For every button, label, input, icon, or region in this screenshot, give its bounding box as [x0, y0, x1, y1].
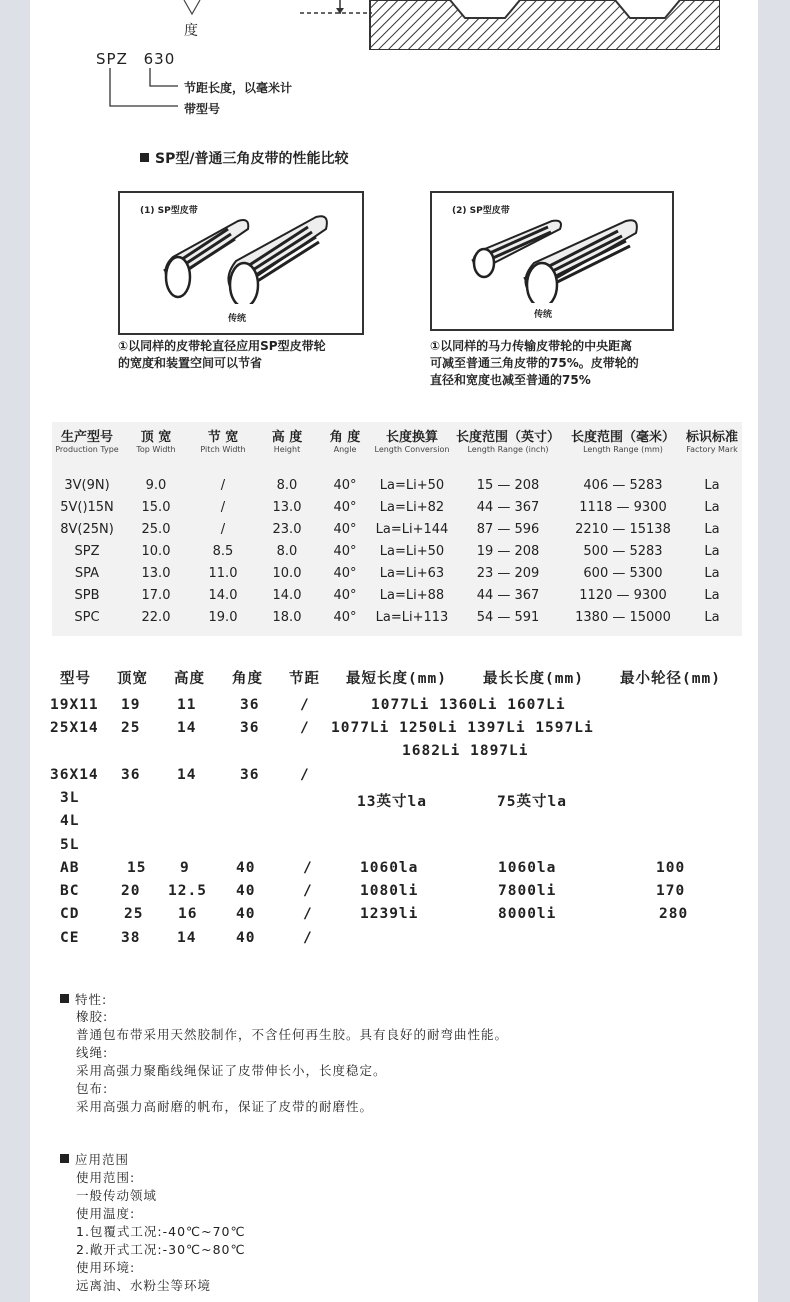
th-length-range-mm: 长度范围（毫米） Length Range (mm): [570, 430, 675, 454]
t2-cell: 19X11: [50, 697, 99, 713]
features-line: 包布:: [76, 1081, 109, 1096]
t2-cell: 36: [240, 697, 260, 713]
t2-th-height: 高度: [174, 671, 205, 687]
t2-cell: 16: [178, 906, 198, 922]
application-line: 1.包覆式工况:-40℃~70℃: [76, 1224, 246, 1239]
t2-cell: 38: [121, 930, 141, 946]
th-length-conversion: 长度换算 Length Conversion: [374, 430, 450, 454]
t2-cell: CD: [60, 906, 80, 922]
t2-cell: 9: [180, 860, 190, 876]
panel2-caption: 传统: [534, 310, 553, 320]
bullet-square-icon: [60, 994, 69, 1003]
t2-cell: /: [303, 860, 313, 876]
comparison-panel-2: [430, 191, 674, 331]
panel2-desc-line1: ①以同样的马力传输皮带轮的中央距离: [430, 339, 633, 353]
comparison-panel-1: [118, 191, 364, 335]
t2-cell: 40: [236, 906, 256, 922]
panel2-desc-line3: 直径和宽度也减至普通的75%: [430, 373, 591, 387]
t2-cell: /: [303, 883, 313, 899]
t2-cell: 25: [124, 906, 144, 922]
panel1-caption: 传统: [228, 314, 247, 324]
table-row: SPZ 10.0 8.5 8.0 40° La=Li+50 19 — 208 500 — 5283 La: [74, 543, 720, 559]
t2-cell: CE: [60, 930, 80, 946]
t2-cell: 1239li: [360, 906, 419, 922]
t2-cell: 1060la: [360, 860, 419, 876]
table1-header-row: [52, 422, 742, 474]
t2-cell: 19: [121, 697, 141, 713]
application-line: 使用环境:: [76, 1260, 136, 1275]
t2-cell: BC: [60, 883, 80, 899]
spz-code: [96, 50, 175, 68]
t2-cell: 11: [177, 697, 197, 713]
t2-th-angle: 角度: [232, 671, 263, 687]
features-line: 线绳:: [76, 1045, 109, 1060]
t2-cell: 36: [240, 720, 260, 736]
t2-cell: 14: [177, 767, 197, 783]
note-pitch-length: 节距长度，以毫米计: [184, 81, 293, 95]
panel2-label: (2) SP型皮带: [452, 206, 510, 216]
panel1-description: [118, 338, 326, 372]
t2-cell: 100: [656, 860, 686, 876]
application-line: 2.敞开式工况:-30℃~80℃: [76, 1242, 246, 1257]
t2-cell: 5L: [60, 837, 80, 853]
t2-cell: 40: [236, 860, 256, 876]
t2-th-top-width: 顶宽: [117, 671, 148, 687]
t2-cell: 25X14: [50, 720, 99, 736]
table-row: SPB 17.0 14.0 14.0 40° La=Li+88 44 — 367 1120 — 9300 La: [74, 587, 720, 603]
t2-cell: AB: [60, 860, 80, 876]
bullet-square-icon: [60, 1154, 69, 1163]
table-row: SPC 22.0 19.0 18.0 40° La=Li+113 54 — 591 1380 — 15000 La: [74, 609, 720, 625]
t2-cell: 15: [127, 860, 147, 876]
belt-illustration-2: [468, 211, 653, 303]
t2-cell: /: [300, 767, 310, 783]
t2-th-min-length: 最短长度(mm): [346, 671, 447, 687]
t2-cell: 1080li: [360, 883, 419, 899]
t2-cell: 170: [656, 883, 686, 899]
application-line: 使用温度:: [76, 1206, 136, 1221]
th-length-range-inch: 长度范围（英寸） Length Range (inch): [455, 430, 560, 454]
t2-cell: /: [300, 720, 310, 736]
t2-th-min-pulley: 最小轮径(mm): [620, 671, 721, 687]
t2-th-pitch: 节距: [289, 671, 320, 687]
code-prefix: SPZ: [96, 50, 128, 68]
t2-cell: 3L: [60, 790, 80, 806]
t2-cell: 280: [659, 906, 689, 922]
panel1-desc-line2: 的宽度和装置空间可以节省: [118, 356, 263, 370]
table-row: 5V()15N 15.0 / 13.0 40° La=Li+82 44 — 367 1118 — 9300 La: [60, 499, 720, 515]
th-top-width: 顶 宽 Top Width: [136, 430, 176, 454]
code-number: 630: [143, 50, 176, 68]
application-line: 远离油、水粉尘等环境: [76, 1278, 212, 1293]
left-margin: [0, 0, 30, 1302]
cross-section-diagram: [160, 0, 720, 50]
t2-cell: /: [303, 930, 313, 946]
t2-cell: 14: [177, 930, 197, 946]
th-production-type: 生产型号 Production Type: [55, 430, 119, 454]
t2-cell: 14: [177, 720, 197, 736]
features-line: 采用高强力高耐磨的帆布，保证了皮带的耐磨性。: [76, 1099, 374, 1114]
comparison-title-text: SP型/普通三角皮带的性能比较: [155, 151, 349, 167]
t2-cell: /: [300, 697, 310, 713]
code-brackets: [100, 68, 190, 113]
features-line: 采用高强力聚酯线绳保证了皮带伸长小，长度稳定。: [76, 1063, 387, 1078]
th-height: 高 度 Height: [271, 430, 303, 454]
belt-illustration-1: [158, 209, 338, 304]
t2-cell: 7800li: [498, 883, 557, 899]
t2-cell: 40: [236, 883, 256, 899]
angle-mark: [184, 0, 200, 14]
panel1-desc-line1: ①以同样的皮带轮直径应用SP型皮带轮: [118, 339, 326, 353]
panel2-desc-line2: 可减至普通三角皮带的75%。皮带轮的: [430, 356, 639, 370]
t2-th-max-length: 最长长度(mm): [483, 671, 584, 687]
note-belt-type: 带型号: [184, 102, 221, 116]
application-line: 一般传动领域: [76, 1188, 158, 1203]
t2-cell: 25: [121, 720, 141, 736]
t2-cell: 1060la: [498, 860, 557, 876]
t2-cell: 1077Li 1250Li 1397Li 1597Li: [331, 720, 594, 736]
specification-table: [52, 422, 742, 636]
t2-cell: 36X14: [50, 767, 99, 783]
t2-cell: 12.5: [168, 883, 207, 899]
t2-cell: 36: [240, 767, 260, 783]
panel2-description: [430, 338, 639, 389]
application-title: 应用范围: [60, 1150, 129, 1168]
comparison-title: [140, 148, 348, 168]
table-row: 8V(25N) 25.0 / 23.0 40° La=Li+144 87 — 596 2210 — 15138 La: [60, 521, 720, 537]
table-row: 3V(9N) 9.0 / 8.0 40° La=Li+50 15 — 208 406 — 5283 La: [64, 477, 720, 493]
th-factory-mark: 标识标准 Factory Mark: [685, 430, 738, 454]
t2-cell: 8000li: [498, 906, 557, 922]
bullet-square-icon: [140, 153, 149, 162]
t2-cell: 40: [236, 930, 256, 946]
t2-cell: 1682Li 1897Li: [402, 743, 529, 759]
features-line: 橡胶:: [76, 1009, 109, 1024]
table-row: SPA 13.0 11.0 10.0 40° La=Li+63 23 — 209 600 — 5300 La: [74, 565, 720, 581]
right-margin: [758, 0, 790, 1302]
application-line: 使用范围:: [76, 1170, 136, 1185]
t2-cell: 36: [121, 767, 141, 783]
t2-cell: 4L: [60, 813, 80, 829]
features-title: 特性:: [60, 990, 107, 1008]
t2-cell: 13英寸la: [357, 794, 427, 810]
panel1-label: (1) SP型皮带: [140, 206, 198, 216]
t2-cell: 20: [121, 883, 141, 899]
th-angle: 角 度 Angle: [329, 430, 361, 454]
t2-th-model: 型号: [60, 671, 91, 687]
features-line: 普通包布带采用天然胶制作，不含任何再生胶。具有良好的耐弯曲性能。: [76, 1027, 509, 1042]
t2-cell: 75英寸la: [497, 794, 567, 810]
t2-cell: 1077Li 1360Li 1607Li: [371, 697, 566, 713]
angle-label: 度: [184, 23, 198, 39]
th-pitch-width: 节 宽 Pitch Width: [200, 430, 246, 454]
t2-cell: /: [303, 906, 313, 922]
pulley-groove-hatch: [370, 0, 720, 50]
